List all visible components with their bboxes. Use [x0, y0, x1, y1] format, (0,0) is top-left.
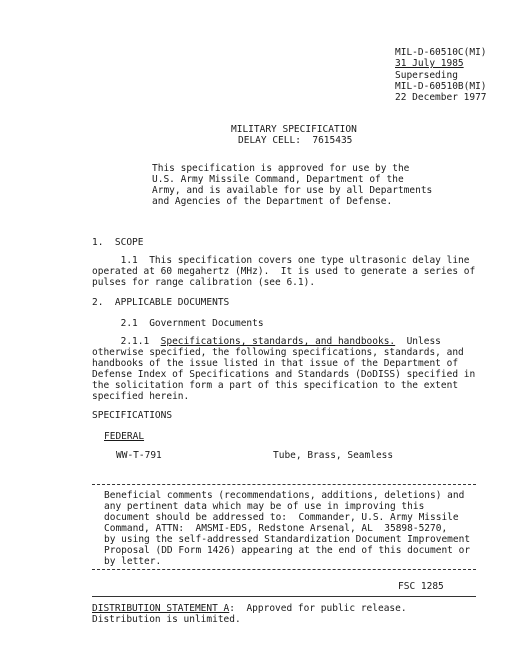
para-text: Unless	[395, 336, 441, 347]
docs-para-line: the solicitation form a part of this specification to the extent	[92, 380, 459, 391]
comment-line: Command, ATTN: AMSMI-EDS, Redstone Arsenal, AL 35898-5270,	[104, 523, 448, 534]
approval-line: This specification is approved for use by the	[152, 163, 410, 174]
approval-line: and Agencies of the Department of Defense.	[152, 196, 393, 207]
spec-item-id: WW-T-791	[116, 450, 162, 461]
docs-para-line: specified herein.	[92, 391, 190, 402]
spec-item-desc: Tube, Brass, Seamless	[273, 450, 394, 461]
comments-top-rule	[92, 484, 476, 485]
section-2-heading: 2. APPLICABLE DOCUMENTS	[92, 297, 230, 308]
doc-number: MIL-D-60510C(MI)	[395, 47, 487, 58]
para-number: 2.1.1	[92, 336, 161, 347]
comment-line: document should be addressed to: Commander, U.S. Army Missile	[104, 512, 459, 523]
docs-para-line: Defense Index of Specifications and Standards (DoDISS) specified in	[92, 369, 476, 380]
doc-date: 31 July 1985	[395, 58, 464, 69]
para-title: Specifications, standards, and handbooks.	[160, 336, 396, 347]
specifications-heading: SPECIFICATIONS	[92, 410, 173, 421]
comment-line: by letter.	[104, 556, 162, 567]
subsection-2-1: 2.1 Government Documents	[92, 318, 264, 329]
scope-para-line: operated at 60 megahertz (MHz). It is used to generate a series of	[92, 266, 476, 277]
comment-line: any pertinent data which may be of use in improving this	[104, 501, 425, 512]
docs-para-line: otherwise specified, the following specifications, standards, and	[92, 347, 464, 358]
federal-heading: FEDERAL	[104, 431, 145, 442]
approval-line: U.S. Army Missile Command, Department of the	[152, 174, 404, 185]
distribution-text: : Approved for public release.	[229, 603, 407, 614]
distribution-line	[92, 603, 407, 614]
subsection-2-1-1-line	[92, 336, 441, 347]
fsc-code: FSC 1285	[398, 581, 444, 592]
comment-line: Proposal (DD Form 1426) appearing at the end of this document or	[104, 545, 471, 556]
superseding-label: Superseding	[395, 70, 458, 81]
comment-line: by using the self-addressed Standardization Document Improvement	[104, 534, 471, 545]
distribution-line-2: Distribution is unlimited.	[92, 614, 241, 625]
section-1-heading: 1. SCOPE	[92, 237, 144, 248]
superseded-date: 22 December 1977	[395, 92, 487, 103]
spec-title: MILITARY SPECIFICATION	[231, 124, 357, 135]
fsc-rule	[92, 596, 476, 597]
spec-subtitle: DELAY CELL: 7615435	[238, 135, 353, 146]
comments-bottom-rule	[92, 569, 476, 570]
superseded-doc: MIL-D-60510B(MI)	[395, 81, 487, 92]
comment-line: Beneficial comments (recommendations, additions, deletions) and	[104, 490, 465, 501]
docs-para-line: handbooks of the issue listed in that issue of the Department of	[92, 358, 459, 369]
approval-line: Army, and is available for use by all Departments	[152, 185, 433, 196]
distribution-label: DISTRIBUTION STATEMENT A	[92, 603, 230, 614]
scope-para-line: 1.1 This specification covers one type ultrasonic delay line	[92, 255, 470, 266]
scope-para-line: pulses for range calibration (see 6.1).	[92, 277, 316, 288]
